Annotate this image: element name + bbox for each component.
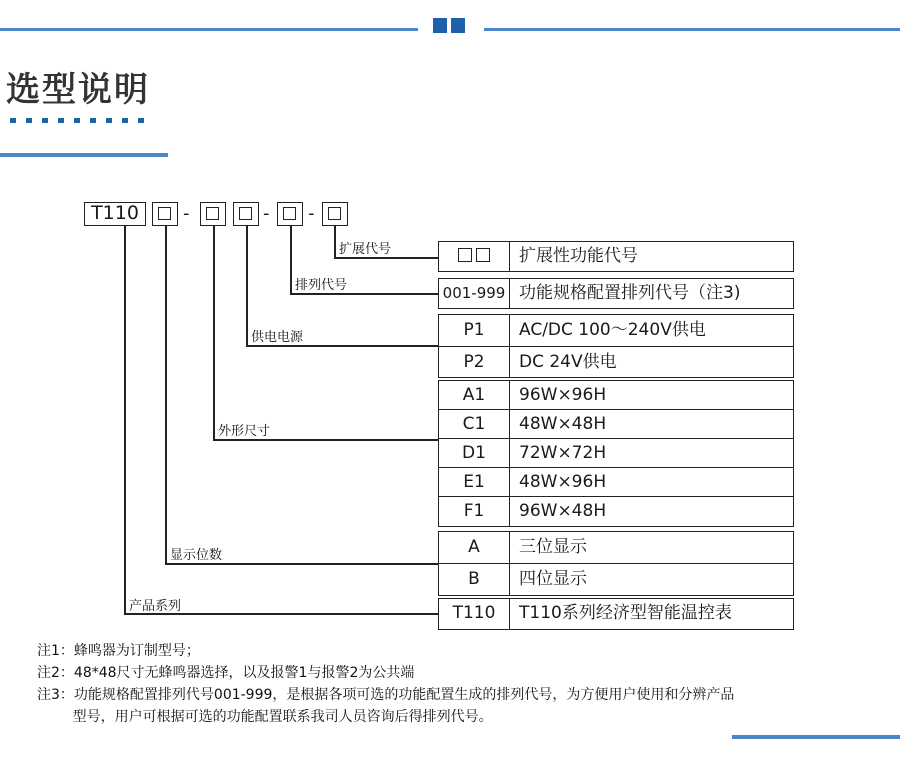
code-dash: - — [308, 203, 315, 224]
option-code: A — [439, 532, 510, 563]
power-slot-icon — [233, 202, 259, 226]
group-power — [438, 314, 794, 378]
slot-square-icon — [458, 248, 472, 262]
table-row — [439, 599, 793, 629]
note-2: 注2：48*48尺寸无蜂鸣器选择，以及报警1与报警2为公共端 — [37, 665, 415, 681]
connector-power-v — [246, 226, 248, 346]
option-desc: 96W×48H — [519, 501, 607, 521]
option-code: B — [439, 564, 510, 595]
option-code: P2 — [439, 347, 510, 377]
table-row — [439, 315, 793, 347]
table-row — [439, 532, 793, 564]
connector-power-h — [246, 345, 438, 347]
title-dots — [10, 116, 152, 126]
option-desc: 72W×72H — [519, 443, 607, 463]
footer-line — [732, 735, 900, 739]
note-3: 注3：功能规格配置排列代号001-999，是根据各项可选的功能配置生成的排列代号，为方便用户使用和分辨产品 — [37, 687, 735, 703]
ext-slot-icon — [322, 202, 348, 226]
group-size — [438, 380, 794, 527]
code-prefix-box: T110 — [84, 202, 146, 226]
option-desc: 功能规格配置排列代号（注3) — [519, 283, 741, 303]
group-arr — [438, 278, 794, 309]
connector-size-h — [213, 439, 438, 441]
note-3-cont: 型号，用户可根据可选的功能配置联系我司人员咨询后得排列代号。 — [37, 709, 493, 725]
label-series: 产品系列 — [129, 599, 182, 614]
connector-digits-h — [165, 563, 438, 565]
option-desc: 扩展性功能代号 — [519, 246, 638, 266]
connector-series-v — [124, 226, 126, 614]
note-1: 注1：蜂鸣器为订制型号； — [37, 643, 200, 659]
group-ext — [438, 241, 794, 272]
connector-arr-h — [290, 293, 438, 295]
connector-ext-h — [334, 257, 438, 259]
option-desc: 96W×96H — [519, 385, 607, 405]
option-code — [439, 242, 510, 271]
group-digits — [438, 531, 794, 596]
code-dash: - — [183, 203, 190, 224]
header-line-left — [0, 28, 418, 31]
arr-slot-icon — [277, 202, 303, 226]
table-row — [439, 497, 793, 526]
header-line-right — [484, 28, 900, 31]
slot-square-icon — [476, 248, 490, 262]
option-code: E1 — [439, 468, 510, 496]
code-dash: - — [263, 203, 270, 224]
option-desc: DC 24V供电 — [519, 352, 617, 372]
option-desc: 48W×96H — [519, 472, 607, 492]
connector-size-v — [213, 226, 215, 440]
option-code: T110 — [439, 599, 510, 629]
header-badge-icon — [433, 18, 447, 33]
page-title: 选型说明 — [6, 70, 150, 110]
label-power: 供电电源 — [251, 330, 304, 345]
table-row — [439, 564, 793, 595]
option-code: A1 — [439, 381, 510, 409]
header-badge-icon-2 — [451, 18, 465, 33]
connector-digits-v — [165, 226, 167, 564]
table-row — [439, 242, 793, 271]
connector-arr-v — [290, 226, 292, 294]
table-row — [439, 468, 793, 497]
digits-slot-icon — [152, 202, 178, 226]
title-underline — [0, 153, 168, 157]
label-ext: 扩展代号 — [339, 242, 392, 257]
option-desc: T110系列经济型智能温控表 — [519, 603, 732, 623]
option-code: P1 — [439, 315, 510, 346]
option-code: D1 — [439, 439, 510, 467]
table-row — [439, 347, 793, 377]
connector-ext-v — [334, 226, 336, 258]
size-slot-icon — [200, 202, 226, 226]
option-code: F1 — [439, 497, 510, 526]
table-row — [439, 410, 793, 439]
label-arr: 排列代号 — [295, 278, 348, 293]
option-desc: 48W×48H — [519, 414, 607, 434]
label-digits: 显示位数 — [170, 548, 223, 563]
option-code: C1 — [439, 410, 510, 438]
label-size: 外形尺寸 — [218, 424, 271, 439]
option-desc: 三位显示 — [519, 537, 587, 557]
group-series — [438, 598, 794, 630]
table-row — [439, 279, 793, 308]
option-code: 001-999 — [439, 279, 510, 308]
table-row — [439, 381, 793, 410]
option-desc: AC/DC 100～240V供电 — [519, 320, 706, 340]
option-desc: 四位显示 — [519, 569, 587, 589]
table-row — [439, 439, 793, 468]
